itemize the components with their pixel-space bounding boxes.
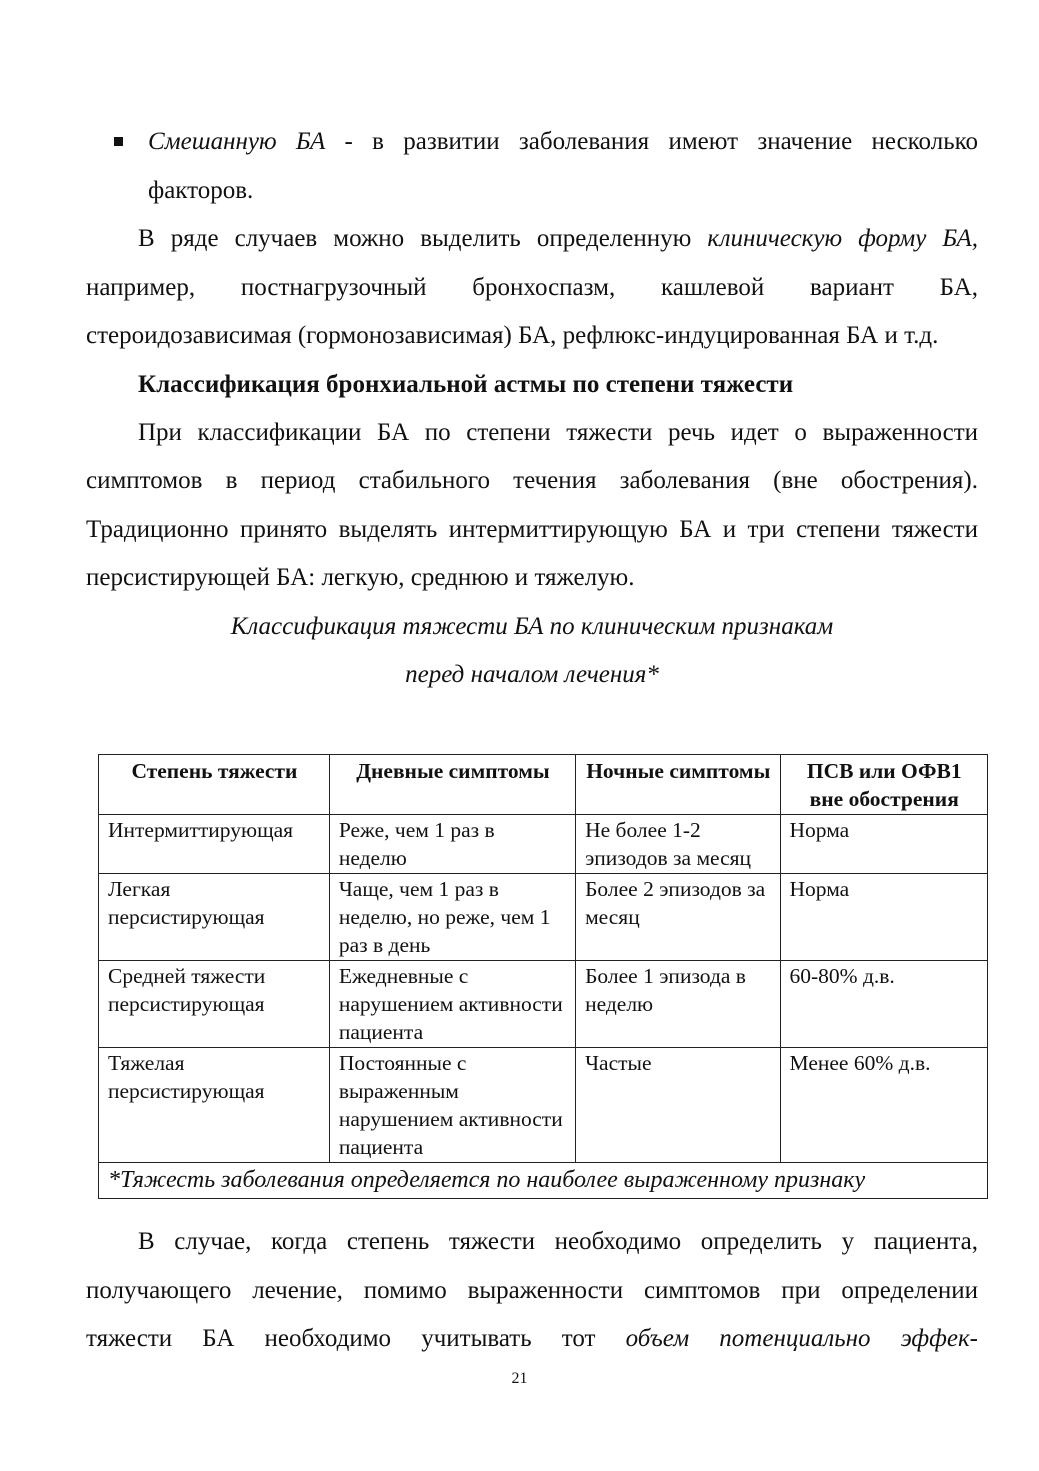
cell-night: Более 1 эпизода в неделю xyxy=(576,961,780,1048)
cell-day: Реже, чем 1 раз в неделю xyxy=(329,815,575,874)
table-caption-line-1: Классификация тяжести БА по клиническим признакам xyxy=(230,612,834,640)
term-effective-volume: объем потенциально эффек- xyxy=(625,1325,978,1352)
clinical-form-text-2: например, постнагрузочный бронхоспазм, кашлевой вариант БА, стероидозависимая (гормонозависимая) БА, рефлюкс-индуцированная БА и т.д. xyxy=(86,273,978,349)
table-caption-line-2: перед началом лечения* xyxy=(405,660,659,688)
page-body xyxy=(86,118,978,699)
paragraph-severity-intro: При классификации БА по степени тяжести речь идет о выраженности симптомов в период стабильного течения заболевания (вне обострения). Традиционно принято выделять интермиттирующую БА и три степени тяжести персистирующей БА: легкую, среднюю и тяжелую. xyxy=(86,418,978,591)
table-row xyxy=(99,961,988,1048)
table-row xyxy=(99,815,988,874)
cell-severity: Средней тяжести персистирующая xyxy=(99,961,330,1048)
severity-classification-table xyxy=(98,754,988,1199)
page-number: 21 xyxy=(511,1370,528,1387)
table-footnote: *Тяжесть заболевания определяется по наиболее выраженному признаку xyxy=(99,1163,988,1199)
term-clinical-form: клиническую форму БА, xyxy=(707,225,979,252)
cell-pef: Норма xyxy=(780,815,988,874)
header-night-symptoms: Ночные симптомы xyxy=(576,755,780,815)
cell-night: Не более 1-2 эпизодов за месяц xyxy=(576,815,780,874)
term-mixed-asthma: Смешанную БА xyxy=(148,128,326,155)
bullet-paragraph-mixed-asthma xyxy=(86,118,978,215)
cell-pef: Менее 60% д.в. xyxy=(780,1048,988,1163)
square-bullet-icon xyxy=(114,137,123,146)
page-body-bottom xyxy=(86,1218,978,1364)
cell-severity: Легкая персистирующая xyxy=(99,874,330,961)
header-day-symptoms: Дневные симптомы xyxy=(329,755,575,815)
cell-night: Частые xyxy=(576,1048,780,1163)
table-row xyxy=(99,1048,988,1163)
cell-day: Чаще, чем 1 раз в неделю, но реже, чем 1 раз в день xyxy=(329,874,575,961)
cell-severity: Тяжелая персистирующая xyxy=(99,1048,330,1163)
mixed-asthma-text: - в развитии заболевания имеют значение несколько факторов. xyxy=(148,128,978,204)
header-severity: Степень тяжести xyxy=(99,755,330,815)
paragraph-clinical-form xyxy=(86,215,978,361)
clinical-form-text-1: В ряде случаев можно выделить определенную xyxy=(138,225,708,252)
header-pef-fev1: ПСВ или ОФВ1 вне обострения xyxy=(780,755,988,815)
paragraph-treated-patient xyxy=(86,1218,978,1364)
cell-day: Постоянные с выраженным нарушением активности пациента xyxy=(329,1048,575,1163)
treated-patient-text: В случае, когда степень тяжести необходимо определить у пациента, получающего лечение, помимо выраженности симптомов при определении тяжести БА необходимо учитывать тот xyxy=(86,1228,978,1352)
cell-day: Ежедневные с нарушением активности пациента xyxy=(329,961,575,1048)
cell-pef: 60-80% д.в. xyxy=(780,961,988,1048)
table-row xyxy=(99,874,988,961)
table-header-row xyxy=(99,755,988,815)
cell-night: Более 2 эпизодов за месяц xyxy=(576,874,780,961)
cell-severity: Интермиттирующая xyxy=(99,815,330,874)
section-heading: Классификация бронхиальной астмы по степени тяжести xyxy=(138,370,794,398)
cell-pef: Норма xyxy=(780,874,988,961)
table-note-row xyxy=(99,1163,988,1199)
